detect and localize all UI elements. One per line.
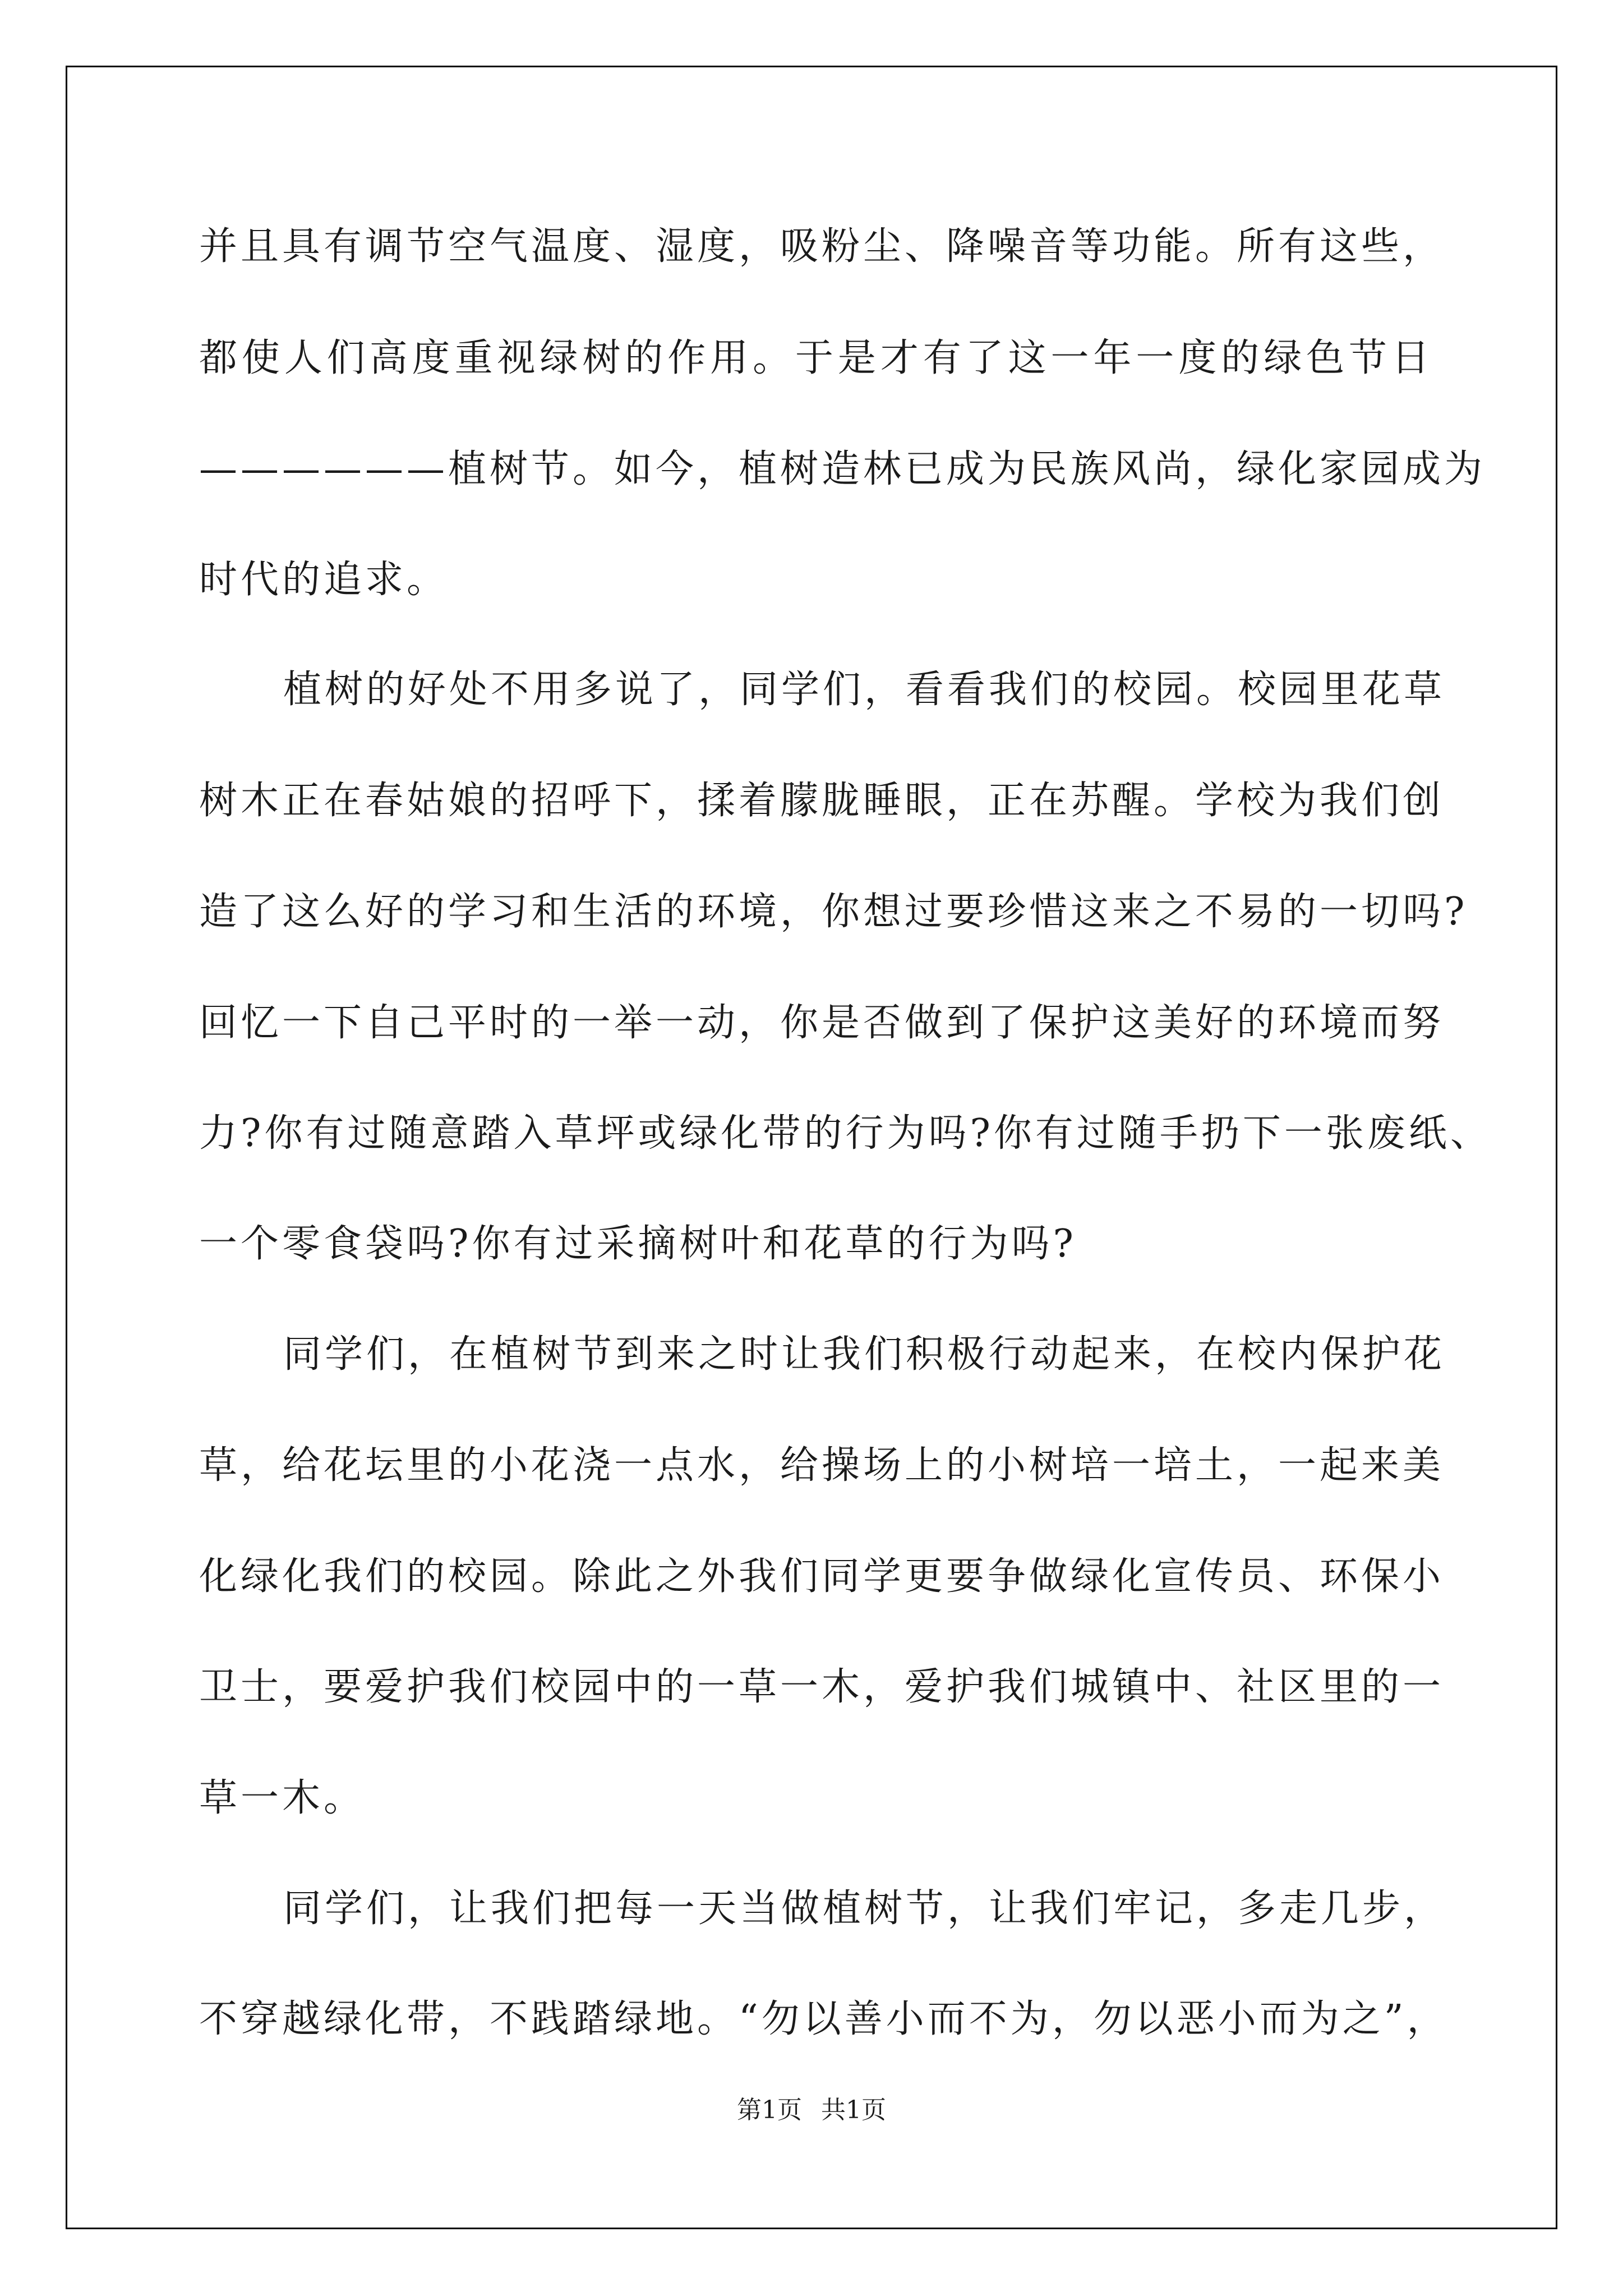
text-line: 同学们，让我们把每一天当做植树节，让我们牢记，多走几步， [283, 1887, 1446, 1931]
text-line: 都使人们高度重视绿树的作用。于是才有了这一年一度的绿色节日 [199, 336, 1433, 380]
text-line: 同学们，在植树节到来之时让我们积极行动起来，在校内保护花 [283, 1332, 1446, 1377]
text-line: 草一木。 [199, 1776, 366, 1820]
text-line: 一个零食袋吗?你有过采摘树叶和花草的行为吗? [199, 1222, 1077, 1266]
text-line: 时代的追求。 [199, 558, 449, 602]
page-current: 第1页 [737, 2096, 802, 2124]
page-total: 共1页 [821, 2096, 886, 2124]
text-line: 卫士，要爱护我们校园中的一草一木，爱护我们城镇中、社区里的一 [199, 1665, 1445, 1709]
page-footer [0, 2090, 1623, 2125]
text-line: 化绿化我们的校园。除此之外我们同学更要争做绿化宣传员、环保小 [199, 1554, 1445, 1599]
text-line: 回忆一下自己平时的一举一动，你是否做到了保护这美好的环境而努 [199, 1001, 1445, 1045]
text-line: 植树的好处不用多说了，同学们，看看我们的校园。校园里花草 [283, 668, 1446, 712]
text-line: 不穿越绿化带，不践踏绿地。“勿以善小而不为，勿以恶小而为之”， [199, 1997, 1449, 2041]
text-line: 力?你有过随意踏入草坪或绿化带的行为吗?你有过随手扔下一张废纸、 [199, 1111, 1492, 1156]
text-line: ——————植树节。如今，植树造林已成为民族风尚，绿化家园成为 [199, 447, 1486, 491]
text-line: 草，给花坛里的小花浇一点水，给操场上的小树培一培土，一起来美 [199, 1443, 1445, 1488]
text-line: 造了这么好的学习和生活的环境，你想过要珍惜这来之不易的一切吗? [199, 890, 1468, 934]
text-line: 并且具有调节空气温度、湿度，吸粉尘、降噪音等功能。所有这些， [199, 224, 1445, 269]
text-line: 树木正在春姑娘的招呼下，揉着朦胧睡眼，正在苏醒。学校为我们创 [199, 779, 1445, 823]
